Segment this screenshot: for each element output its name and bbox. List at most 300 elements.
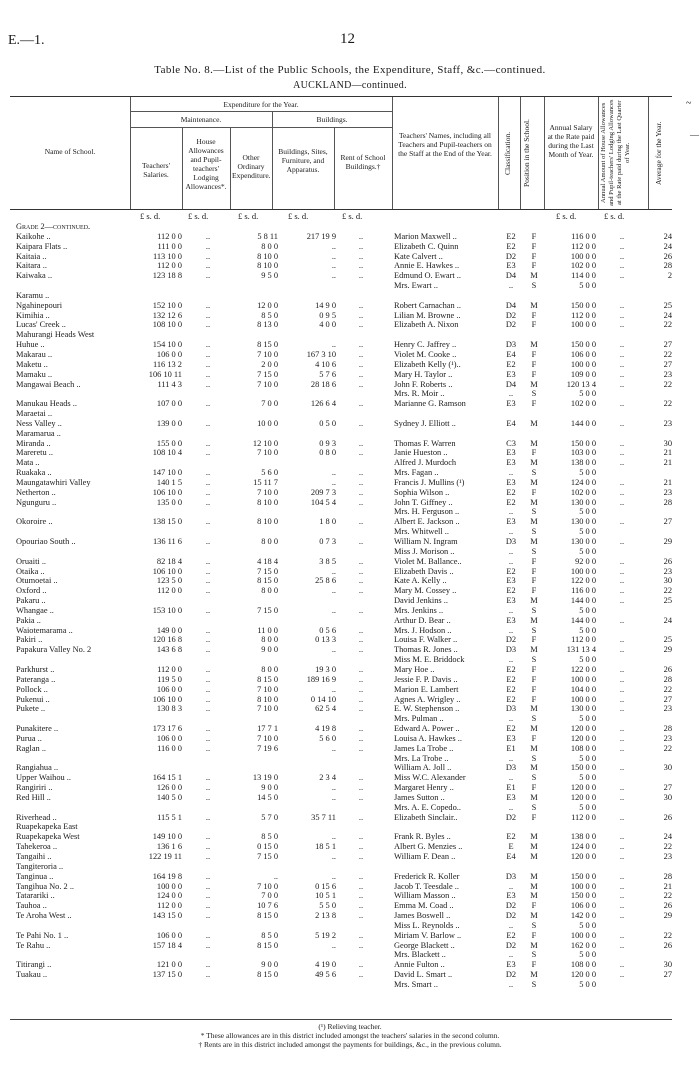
cell-bld: .. — [331, 566, 336, 576]
cell-cls: .. — [508, 468, 514, 478]
cell-ann2: .. — [619, 615, 625, 625]
cell-ann: 100 0 0 — [570, 251, 596, 261]
cell-sal: 112 0 0 — [157, 901, 182, 911]
cell-ann: 100 0 0 — [570, 674, 596, 684]
cell-ann: 144 0 0 — [570, 615, 596, 625]
cell-sal: 132 12 6 — [152, 310, 182, 320]
cell-ann: 130 0 0 — [570, 497, 596, 507]
cell-name: Pollock .. — [16, 684, 48, 694]
cell-oth: 9 5 0 — [261, 271, 278, 281]
cell-sal: 140 1 5 — [156, 477, 182, 487]
cell-name: Grade 2—continued. — [16, 222, 91, 231]
cell-ann: 102 0 0 — [570, 261, 596, 271]
cell-cls: D4 — [505, 271, 517, 281]
cell-sal: 107 0 0 — [156, 399, 182, 409]
cell-pos: S — [531, 625, 537, 635]
cell-ann: 120 0 0 — [570, 970, 596, 980]
cell-tch: Mrs. La Trobe .. — [394, 753, 449, 763]
cell-tch: Annie Fulton .. — [394, 960, 445, 970]
cell-avg: 27 — [663, 359, 672, 369]
cell-hse: .. — [205, 477, 211, 487]
cell-name: Mata .. — [16, 458, 40, 468]
cell-ann2: .. — [619, 310, 625, 320]
cell-sal: 130 8 3 — [156, 704, 182, 714]
cell-rent: .. — [358, 477, 364, 487]
cell-cls: E4 — [506, 852, 516, 861]
table-row — [0, 350, 700, 360]
cell-name: Mareretu .. — [16, 448, 53, 458]
cell-ann: 109 0 0 — [570, 369, 596, 379]
cell-sal: 154 10 0 — [152, 340, 182, 350]
cell-ann2: .. — [619, 251, 625, 261]
cell-avg: 22 — [663, 379, 672, 389]
table-row — [0, 921, 700, 931]
cell-ann2: .. — [619, 477, 625, 487]
cell-hse: .. — [205, 300, 211, 310]
cell-ann2: .. — [619, 852, 625, 861]
cell-sal: 120 16 8 — [152, 635, 182, 645]
cell-rent: .. — [358, 832, 364, 842]
cell-cls: E2 — [506, 566, 516, 576]
cell-tch: Kate A. Kelly .. — [394, 576, 447, 586]
cell-ann: 144 0 0 — [570, 596, 596, 606]
cell-name: Okoroire .. — [16, 517, 53, 527]
cell-tch: Violet M. Cooke .. — [394, 349, 457, 359]
cell-sal: 135 0 0 — [156, 497, 182, 507]
cell-bld: 5 6 0 — [319, 733, 336, 743]
cell-cls: E3 — [506, 458, 516, 468]
col-average: Average for the Year. — [654, 121, 663, 185]
cell-ann: 102 0 0 — [570, 399, 596, 409]
cell-oth: 8 10 0 — [257, 694, 278, 704]
cell-rent: .. — [358, 251, 364, 261]
cell-oth: 7 10 0 — [257, 881, 278, 891]
cell-cls: E3 — [506, 891, 516, 901]
cell-sal: 143 6 8 — [156, 645, 182, 655]
cell-name: Kimihia .. — [16, 310, 50, 320]
table-row — [0, 773, 700, 783]
cell-ann: 100 0 0 — [570, 881, 596, 891]
cell-ann: 112 0 0 — [571, 310, 596, 320]
cell-pos: S — [531, 389, 537, 399]
cell-hse: .. — [205, 586, 211, 596]
cell-hse: .. — [205, 733, 211, 743]
cell-sal: 137 15 0 — [152, 970, 182, 980]
table-row — [0, 576, 700, 586]
cell-name: Maungatawhiri Valley — [16, 477, 91, 487]
cell-pos: F — [531, 783, 537, 793]
cell-bld: .. — [331, 468, 336, 478]
cell-pos: M — [530, 842, 538, 852]
cell-tch: William F. Dean .. — [394, 852, 456, 861]
cell-ann2: .. — [619, 792, 625, 802]
table-row — [0, 803, 700, 813]
cell-name: Ruapekapeka East — [16, 822, 78, 832]
cell-bld: .. — [331, 340, 336, 350]
cell-name: Rangiahua .. — [16, 763, 59, 773]
cell-tch: Albert G. Menzies .. — [394, 842, 463, 852]
cell-ann: 100 0 0 — [570, 359, 596, 369]
report-code: E.—1. — [8, 33, 45, 48]
cell-oth: 5 7 0 — [261, 812, 278, 822]
cell-name: Waiotemarama .. — [16, 625, 73, 635]
cell-pos: M — [530, 704, 538, 714]
cell-sal: 112 0 0 — [157, 586, 182, 596]
table-subtitle: AUCKLAND—continued. — [293, 80, 407, 91]
cell-oth: 14 5 0 — [257, 792, 278, 802]
cell-hse: .. — [205, 901, 211, 911]
cell-hse: .. — [205, 704, 211, 714]
cell-name: Mamaku .. — [16, 369, 53, 379]
table-row — [0, 685, 700, 695]
col-buildings-sites: Buildings, Sites, Furniture, and Apparatus. — [278, 147, 328, 174]
cell-hse: .. — [205, 694, 211, 704]
cell-pos: F — [531, 349, 537, 359]
cell-cls: .. — [508, 950, 514, 960]
cell-rent: .. — [358, 497, 364, 507]
cell-tch: Marion Maxwell .. — [394, 231, 457, 241]
table-row — [0, 291, 700, 301]
cell-pos: M — [530, 792, 538, 802]
cell-avg: 24 — [663, 241, 672, 251]
cell-tch: Frank R. Byles .. — [394, 832, 451, 842]
cell-bld: 4 19 8 — [315, 724, 336, 734]
cell-ann: 112 0 0 — [571, 635, 596, 645]
cell-oth: 12 10 0 — [252, 438, 278, 448]
cell-rent: .. — [358, 664, 364, 674]
cell-oth: 7 15 0 — [257, 369, 278, 379]
cell-pos: S — [531, 753, 537, 763]
table-row — [0, 458, 700, 468]
cell-ann: 120 0 0 — [570, 733, 596, 743]
cell-tch: Marion E. Lambert — [394, 684, 459, 694]
cell-avg: 26 — [663, 940, 672, 950]
cell-tch: William N. Ingram — [394, 537, 458, 546]
cell-cls: E3 — [506, 792, 516, 802]
table-row — [0, 635, 700, 645]
cell-ann2: .. — [619, 340, 625, 350]
cell-oth: 7 10 0 — [257, 349, 278, 359]
cell-rent: .. — [358, 645, 364, 655]
cell-ann2: .. — [619, 704, 625, 714]
cell-ann2: .. — [619, 379, 625, 389]
unit-label: £ s. d. — [188, 211, 209, 221]
cell-ann: 5 0 0 — [579, 389, 596, 399]
cell-bld: .. — [331, 645, 336, 655]
footnote: * These allowances are in this district included amongst the teachers' salaries in the second column. — [200, 1031, 500, 1040]
table-row — [0, 891, 700, 901]
table-row — [0, 793, 700, 803]
cell-ann2: .. — [619, 645, 625, 655]
cell-bld: 10 5 1 — [315, 891, 336, 901]
cell-bld: 189 16 9 — [306, 674, 336, 684]
cell-name: Riverhead .. — [16, 812, 57, 822]
cell-pos: M — [530, 596, 538, 606]
cell-cls: D4 — [505, 300, 517, 310]
cell-bld: 217 19 9 — [306, 231, 336, 241]
table-row — [0, 695, 700, 705]
cell-name: Ruapekapeka West — [16, 832, 80, 842]
cell-pos: M — [530, 871, 538, 881]
cell-avg: 25 — [663, 596, 672, 606]
cell-rent: .. — [358, 930, 364, 940]
cell-ann: 122 0 0 — [570, 664, 596, 674]
cell-bld: 5 5 0 — [319, 901, 336, 911]
cell-ann: 150 0 0 — [570, 891, 596, 901]
cell-avg: 29 — [663, 911, 672, 921]
cell-name: Makarau .. — [16, 349, 53, 359]
cell-bld: 19 3 0 — [315, 664, 336, 674]
unit-label: £ s. d. — [288, 211, 309, 221]
cell-avg: 27 — [663, 970, 672, 980]
cell-tch: Alfred J. Murdoch — [394, 458, 457, 468]
cell-ann2: .. — [619, 901, 625, 911]
cell-sal: 136 1 6 — [156, 842, 182, 852]
footnotes — [0, 1022, 700, 1049]
table-row — [0, 399, 700, 409]
cell-cls: .. — [508, 802, 514, 812]
cell-hse: .. — [205, 251, 211, 261]
cell-ann2: .. — [619, 694, 625, 704]
cell-cls: .. — [508, 625, 514, 635]
cell-ann2: .. — [619, 497, 625, 507]
cell-cls: E2 — [506, 586, 516, 596]
cell-name: Puruа .. — [16, 733, 42, 743]
cell-ann2: .. — [619, 881, 625, 891]
table-row — [0, 380, 700, 390]
cell-rent: .. — [358, 241, 364, 251]
cell-sal: 136 11 6 — [152, 537, 182, 546]
cell-ann2: .. — [619, 399, 625, 409]
cell-bld: 5 7 6 — [319, 369, 336, 379]
table-row — [0, 537, 700, 547]
cell-oth: 5 6 0 — [261, 468, 278, 478]
cell-pos: M — [530, 418, 538, 428]
cell-avg: 22 — [663, 743, 672, 753]
cell-avg: 26 — [663, 556, 672, 566]
cell-ann2: .. — [619, 674, 625, 684]
cell-cls: D3 — [505, 340, 517, 350]
cell-ann2: .. — [619, 556, 625, 566]
cell-pos: M — [530, 458, 538, 468]
cell-bld: 126 6 4 — [310, 399, 336, 409]
cell-hse: .. — [205, 773, 211, 783]
cell-hse: .. — [205, 842, 211, 852]
cell-rent: .. — [358, 674, 364, 684]
cell-oth: 10 7 6 — [257, 901, 278, 911]
cell-cls: E4 — [506, 418, 516, 428]
edge-mark: ~ — [686, 98, 692, 109]
cell-sal: 106 10 11 — [148, 369, 182, 379]
cell-hse: .. — [205, 340, 211, 350]
cell-cls: .. — [508, 527, 514, 537]
cell-rent: .. — [358, 812, 364, 822]
cell-sal: 112 0 0 — [157, 231, 182, 241]
cell-hse: .. — [205, 852, 211, 861]
cell-avg: 21 — [663, 448, 672, 458]
cell-name: Maketu .. — [16, 359, 48, 369]
cell-rent: .. — [358, 517, 364, 527]
cell-pos: F — [531, 960, 537, 970]
cell-tch: Mrs. Pulman .. — [394, 714, 444, 724]
cell-ann: 100 0 0 — [570, 320, 596, 330]
cell-ann: 130 0 0 — [570, 537, 596, 546]
cell-hse: .. — [205, 231, 211, 241]
cell-ann: 103 0 0 — [570, 448, 596, 458]
cell-sal: 113 10 0 — [152, 251, 182, 261]
cell-tch: Sydney J. Elliott .. — [394, 418, 456, 428]
cell-name: Maramarua .. — [16, 428, 61, 438]
cell-cls: E2 — [506, 832, 516, 842]
cell-oth: 7 19 6 — [257, 743, 278, 753]
cell-hse: .. — [205, 635, 211, 645]
cell-pos: M — [530, 497, 538, 507]
cell-pos: S — [531, 468, 537, 478]
cell-ann2: .. — [619, 241, 625, 251]
cell-bld: 28 18 6 — [310, 379, 336, 389]
cell-sal: 121 0 0 — [156, 960, 182, 970]
cell-rent: .. — [358, 773, 364, 783]
cell-bld: 49 5 6 — [315, 970, 336, 980]
cell-ann2: .. — [619, 586, 625, 596]
cell-ann2: .. — [619, 911, 625, 921]
cell-avg: 28 — [663, 497, 672, 507]
table-row — [0, 645, 700, 655]
cell-avg: 30 — [663, 792, 672, 802]
cell-tch: Sophia Wilson .. — [394, 487, 450, 497]
table-row — [0, 882, 700, 892]
cell-avg: 23 — [663, 852, 672, 861]
cell-bld: .. — [331, 241, 336, 251]
cell-oth: 8 15 0 — [257, 911, 278, 921]
cell-name: Tuakau .. — [16, 970, 48, 980]
cell-ann: 5 0 0 — [579, 979, 596, 989]
cell-ann: 116 0 0 — [571, 586, 596, 596]
cell-cls: .. — [508, 714, 514, 724]
cell-pos: F — [531, 320, 537, 330]
cell-cls: E3 — [506, 399, 516, 409]
cell-tch: Mrs. Fagan .. — [394, 468, 439, 478]
cell-bld: 3 8 5 — [319, 556, 336, 566]
cell-hse: .. — [205, 911, 211, 921]
cell-cls: E2 — [506, 930, 516, 940]
cell-bld: .. — [331, 586, 336, 596]
table-row — [0, 281, 700, 291]
cell-ann2: .. — [619, 418, 625, 428]
cell-hse: .. — [205, 930, 211, 940]
cell-avg: 22 — [663, 399, 672, 409]
cell-pos: M — [530, 300, 538, 310]
unit-label: £ s. d. — [556, 211, 577, 221]
cell-ann2: .. — [619, 231, 625, 241]
cell-cls: .. — [508, 389, 514, 399]
cell-name: Upper Waihou .. — [16, 773, 71, 783]
cell-bld: 25 8 6 — [315, 576, 336, 586]
cell-ann: 144 0 0 — [570, 418, 596, 428]
cell-ann2: .. — [619, 842, 625, 852]
cell-ann: 100 0 0 — [570, 694, 596, 704]
cell-tch: Emma M. Coad .. — [394, 901, 454, 911]
cell-pos: S — [531, 950, 537, 960]
unit-label: £ s. d. — [238, 211, 259, 221]
cell-ann2: .. — [619, 930, 625, 940]
cell-ann: 92 0 0 — [575, 556, 596, 566]
cell-hse: .. — [205, 871, 211, 881]
table-row — [0, 783, 700, 793]
cell-ann: 108 0 0 — [570, 960, 596, 970]
cell-rent: .. — [358, 901, 364, 911]
cell-ann: 122 0 0 — [570, 576, 596, 586]
cell-tch: Robert Carnachan .. — [394, 300, 461, 310]
cell-tch: David Jenkins .. — [394, 596, 448, 606]
table-row — [0, 448, 700, 458]
cell-sal: 139 0 0 — [156, 418, 182, 428]
cell-cls: E2 — [506, 487, 516, 497]
cell-bld: 5 19 2 — [315, 930, 336, 940]
cell-sal: 173 17 6 — [152, 724, 182, 734]
cell-pos: S — [531, 920, 537, 930]
cell-hse: .. — [205, 645, 211, 655]
cell-oth: 12 0 0 — [257, 300, 278, 310]
cell-tch: Mary H. Taylor .. — [394, 369, 453, 379]
cell-sal: 106 10 0 — [152, 487, 182, 497]
table-row — [0, 714, 700, 724]
cell-name: Otaika .. — [16, 566, 45, 576]
cell-name: Te Pahi No. 1 .. — [16, 930, 69, 940]
table-row — [0, 970, 700, 980]
cell-ann: 120 0 0 — [570, 792, 596, 802]
cell-rent: .. — [358, 881, 364, 891]
cell-cls: E2 — [506, 684, 516, 694]
cell-name: Pakia .. — [16, 615, 41, 625]
cell-ann: 100 0 0 — [570, 566, 596, 576]
cell-avg: 23 — [663, 418, 672, 428]
cell-avg: 22 — [663, 320, 672, 330]
cell-tch: Henry C. Jaffrey .. — [394, 340, 457, 350]
cell-ann2: .. — [619, 743, 625, 753]
cell-avg: 27 — [663, 517, 672, 527]
cell-avg: 22 — [663, 930, 672, 940]
table-title: Table No. 8.—List of the Public Schools, the Expenditure, Staff, &c.—continued. — [154, 64, 546, 76]
footnote-rule — [10, 1019, 672, 1020]
cell-hse: .. — [205, 891, 211, 901]
cell-avg: 23 — [663, 704, 672, 714]
table-row — [0, 616, 700, 626]
table-row — [0, 517, 700, 527]
table-row — [0, 950, 700, 960]
cell-cls: .. — [508, 605, 514, 615]
table-row — [0, 311, 700, 321]
cell-pos: F — [531, 566, 537, 576]
cell-avg: 28 — [663, 261, 672, 271]
cell-sal: 106 0 0 — [156, 733, 182, 743]
cell-ann2: .. — [619, 537, 625, 546]
cell-ann: 130 0 0 — [570, 517, 596, 527]
cell-sal: 111 0 0 — [157, 241, 182, 251]
cell-cls: .. — [508, 920, 514, 930]
table-row — [0, 931, 700, 941]
cell-oth: 8 15 0 — [257, 576, 278, 586]
cell-hse: .. — [205, 940, 211, 950]
cell-name: Oxford .. — [16, 586, 47, 596]
cell-avg: 29 — [663, 645, 672, 655]
cell-pos: F — [531, 586, 537, 596]
table-row — [0, 596, 700, 606]
cell-oth: 10 0 0 — [257, 418, 278, 428]
cell-name: Pateranga .. — [16, 674, 56, 684]
cell-sal: 106 10 0 — [152, 566, 182, 576]
table-row — [0, 468, 700, 478]
